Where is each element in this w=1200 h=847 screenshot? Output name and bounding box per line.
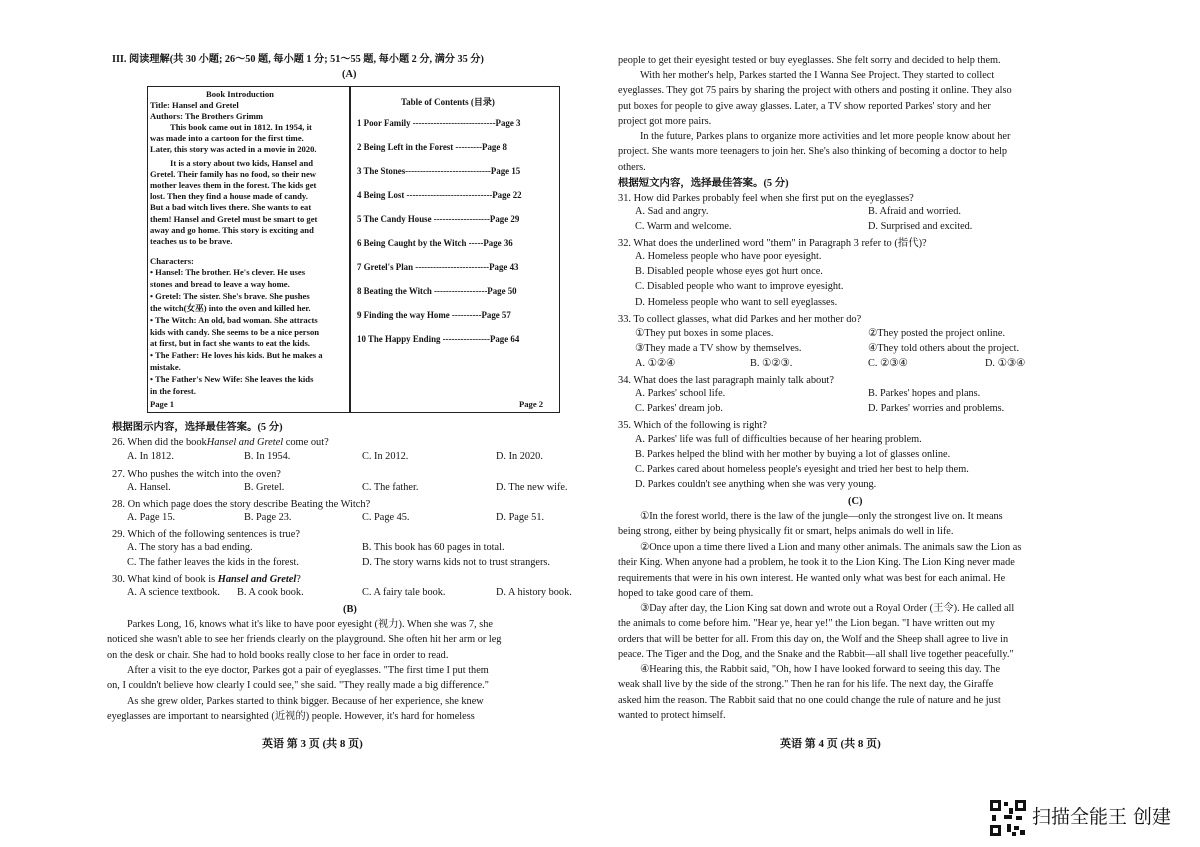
part-a-label: (A) [342,69,357,80]
q31-option: C. Warm and welcome. [635,221,732,232]
question-27: 27. Who pushes the witch into the oven? [112,469,281,480]
toc-item: 8 Beating the Witch ------------------Page 50 [357,286,517,296]
character-line: • Gretel: The sister. She's brave. She pushes [150,290,310,301]
passage-b-line: people to get their eyesight tested or buy eyeglasses. She felt sorry and decided to help them. [618,55,1001,66]
character-line: • The Father: He loves his kids. But he makes a [150,350,323,361]
intro-line: Later, this story was acted in a movie in 2020. [150,144,317,155]
passage-c-line: ①In the forest world, there is the law of the jungle—only the strongest live on. It means [640,511,1003,522]
passage-c-line: being strong, either by being physically fit or smart, helps animals do well in life. [618,526,954,538]
question-33: 33. To collect glasses, what did Parkes and her mother do? [618,314,862,325]
table-of-contents-box [350,86,560,413]
passage-c-line: peace. The Tiger and the Dog, and the Snake and the Rabbit—all shall live together peacefully." [618,648,1014,660]
passage-c-line: wanted to protect himself. [618,709,726,721]
q29-option: B. This book has 60 pages in total. [362,542,505,553]
q33-item: ①They put boxes in some places. [635,328,774,339]
q30-text: 30. What kind of book is [112,574,218,585]
toc-item: 7 Gretel's Plan -------------------------Page 43 [357,262,519,272]
story-line: mother leaves them in the forest. The kids get [150,180,317,191]
story-line: lost. Then they find a house made of candy. [150,191,308,202]
passage-c-line: hoped to take good care of them. [618,587,754,599]
q27-option: B. Gretel. [244,482,285,493]
toc-item: 5 The Candy House -------------------Page 29 [357,214,520,224]
passage-b-line: As she grew older, Parkes started to think bigger. Because of her experience, she knew [127,696,484,707]
character-line: at first, but in fact she wants to eat the kids. [150,338,310,349]
q30-title: Hansel and Gretel [217,574,297,585]
passage-b-line: others. [618,161,646,173]
passage-b-line: put boxes for people to give away glasses. Later, a TV show reported Parkes' story and her [618,100,991,112]
q30-option: C. A fairy tale book. [362,587,446,598]
q33-option: A. ①②④ [635,358,676,369]
toc-item: 6 Being Caught by the Witch -----Page 36 [357,238,513,248]
intro-line: This book came out in 1812. In 1954, it [170,122,312,132]
q34-option: C. Parkes' dream job. [635,403,723,414]
q27-option: C. The father. [362,482,419,493]
q27-option: D. The new wife. [496,482,568,493]
q32-option: A. Homeless people who have poor eyesight. [635,251,822,262]
passage-c-line: asked him the reason. The Rabbit said that no one could change the rule of nature and he just [618,694,1001,706]
character-line: in the forest. [150,386,196,396]
right-page [600,0,1200,847]
q31-option: A. Sad and angry. [635,206,709,217]
qr-code-icon [990,800,1026,836]
passage-b-line: Parkes Long, 16, knows what it's like to have poor eyesight (视力). When she was 7, she [127,619,493,630]
question-29: 29. Which of the following sentences is true? [112,529,300,540]
book-introduction-box [147,86,350,413]
question-26 [112,435,329,450]
passage-c-line: orders that will be better for all. From this day on, the Wolf and the Sheep shall agree to live in [618,633,1009,645]
q30-option: D. A history book. [496,587,572,598]
passage-b-line: In the future, Parkes plans to organize more activities and let more people know about her [640,131,1011,142]
q33-option: C. ②③④ [868,358,908,369]
q31-option: B. Afraid and worried. [868,206,961,217]
q34-option: A. Parkes' school life. [635,388,726,399]
q27-option: A. Hansel. [127,482,171,493]
q33-option: D. ①③④ [985,358,1026,369]
q28-option: C. Page 45. [362,512,410,523]
q29-option: C. The father leaves the kids in the forest. [127,557,299,568]
character-line: stones and bread to leave a way home. [150,278,290,289]
character-line: the witch(女巫) into the oven and killed her. [150,302,311,313]
story-line: them! Hansel and Gretel must be smart to get [150,213,318,224]
q26-text: 26. When did the book [112,437,207,448]
passage-b-line: eyeglasses. They got 75 pairs by sharing the project with others and posting it online. They also [618,85,1012,97]
q26-option: C. In 2012. [362,451,409,462]
passage-c-line: their King. When anyone had a problem, he took it to the Lion King. The Lion King never made [618,557,1015,569]
q32-option: C. Disabled people who want to improve eyesight. [635,281,844,292]
instruction-31-35: 根据短文内容，选择最佳答案。(5 分) [618,178,789,189]
box1-header: Book Introduction [206,89,274,99]
q26-option: A. In 1812. [127,451,174,462]
character-line: • Hansel: The brother. He's clever. He uses [150,267,306,277]
passage-b-line: project. She wants more teenagers to join her. She's also thinking of becoming a doctor to help [618,146,1008,158]
page-4-footer: 英语 第 4 页 (共 8 页) [780,738,881,750]
q33-item: ④They told others about the project. [868,343,1020,354]
character-line: kids with candy. She seems to be a nice person [150,326,320,337]
q30-option: A. A science textbook. [127,587,220,598]
q26-title: Hansel and Gretel [206,437,284,448]
q31-option: D. Surprised and excited. [868,221,973,232]
q26-option: D. In 2020. [496,451,543,462]
q29-option: A. The story has a bad ending. [127,542,253,553]
q34-option: B. Parkes' hopes and plans. [868,388,981,399]
book-authors-line: Authors: The Brothers Grimm [150,111,264,121]
question-30 [112,572,301,587]
story-line: teaches us to be brave. [150,235,233,246]
toc-item: 9 Finding the way Home ----------Page 57 [357,310,511,320]
part-c-label: (C) [848,496,863,507]
toc-item: 4 Being Lost -----------------------------Page 22 [357,190,522,200]
q33-item: ②They posted the project online. [868,328,1006,339]
story-line: away and go home. This story is exciting and [150,224,314,235]
passage-c-line: ④Hearing this, the Rabbit said, "Oh, how I have looked forward to seeing this day. The [640,664,1001,675]
box1-page-number: Page 1 [150,399,175,409]
toc-item: 3 The Stones-----------------------------Page 15 [357,166,521,176]
q34-option: D. Parkes' worries and problems. [868,403,1005,414]
q32-option: B. Disabled people whose eyes got hurt once. [635,266,823,277]
q28-option: A. Page 15. [127,512,176,523]
passage-c-line: requirements that were in his own interest. He wanted only what was best for each animal. He [618,572,1006,584]
passage-b-line: With her mother's help, Parkes started the I Wanna See Project. They started to collect [640,70,995,81]
q30-end: ? [296,574,301,585]
passage-b-line: After a visit to the eye doctor, Parkes got a pair of eyeglasses. "The first time I put them [127,665,489,676]
question-32: 32. What does the underlined word "them" in Paragraph 3 refer to (指代)? [618,238,927,249]
intro-line: was made into a cartoon for the first time. [150,133,304,144]
toc-item: 2 Being Left in the Forest ---------Page 8 [357,142,507,152]
q26-end: come out? [283,437,329,448]
q26-option: B. In 1954. [244,451,291,462]
question-28: 28. On which page does the story describe Beating the Witch? [112,499,371,510]
character-line: • The Witch: An old, bad woman. She attracts [150,314,318,325]
q35-option: A. Parkes' life was full of difficulties because of her hearing problem. [635,434,922,445]
section-heading: III. 阅读理解(共 30 小题; 26～50 题, 每小题 1 分; 51～55 题, 每小题 2 分, 满分 35 分) [112,54,484,65]
question-31: 31. How did Parkes probably feel when she first put on the eyeglasses? [618,193,914,204]
q28-option: D. Page 51. [496,512,545,523]
box2-page-number: Page 2 [519,399,544,409]
q28-option: B. Page 23. [244,512,292,523]
passage-c-line: weak shall live by the side of the strong." Then he ran for his life. The next day, the Giraffe [618,679,994,691]
story-line: It is a story about two kids, Hansel and [170,158,314,168]
question-35: 35. Which of the following is right? [618,420,768,431]
q33-item: ③They made a TV show by themselves. [635,343,802,354]
characters-label: Characters: [150,256,194,266]
page-3-footer: 英语 第 3 页 (共 8 页) [262,738,363,750]
q35-option: D. Parkes couldn't see anything when she was very young. [635,479,877,490]
watermark-text: 扫描全能王 创建 [1032,806,1172,828]
character-line: mistake. [150,362,181,373]
q29-option: D. The story warns kids not to trust strangers. [362,557,550,568]
question-34: 34. What does the last paragraph mainly talk about? [618,375,834,386]
passage-c-line: the animals to come before him. "Hear ye, hear ye!" the Lion began. "I have written out my [618,618,995,630]
passage-b-line: on the desk or chair. She had to hold books really close to her face in order to read. [107,649,449,661]
passage-c-line: ②Once upon a time there lived a Lion and many other animals. The animals saw the Lion as [640,542,1022,553]
book-title-line: Title: Hansel and Gretel [150,100,239,110]
toc-header: Table of Contents (目录) [401,97,495,107]
q32-option: D. Homeless people who want to sell eyeglasses. [635,297,838,308]
toc-item: 10 The Happy Ending ----------------Page 64 [357,334,520,344]
passage-b-line: noticed she wasn't able to see her friends clearly on the playground. She often hit her arm or leg [107,634,502,646]
q30-option: B. A cook book. [237,587,304,598]
toc-item: 1 Poor Family ----------------------------Page 3 [357,118,521,128]
q35-option: B. Parkes helped the blind with her mother by buying a lot of glasses online. [635,449,951,460]
passage-b-line: project got more pairs. [618,115,712,127]
story-line: But a bad witch lives there. She wants to eat [150,202,312,213]
passage-b-line: on, I couldn't believe how clearly I could see," she said. "They really made a big difference." [107,680,489,692]
part-b-label: (B) [343,604,357,615]
passage-c-line: ③Day after day, the Lion King sat down and wrote out a Royal Order (王令). He called all [640,603,1015,614]
q33-option: B. ①②③. [750,358,793,369]
character-line: • The Father's New Wife: She leaves the kids [150,374,314,385]
instruction-26-30: 根据图示内容，选择最佳答案。(5 分) [112,422,283,433]
q35-option: C. Parkes cared about homeless people's eyesight and tried her best to help them. [635,464,969,475]
story-line: Gretel. Their family has no food, so their new [150,169,316,180]
passage-b-line: eyeglasses are important to nearsighted (近视的) people. However, it's hard for homeless [107,711,475,723]
